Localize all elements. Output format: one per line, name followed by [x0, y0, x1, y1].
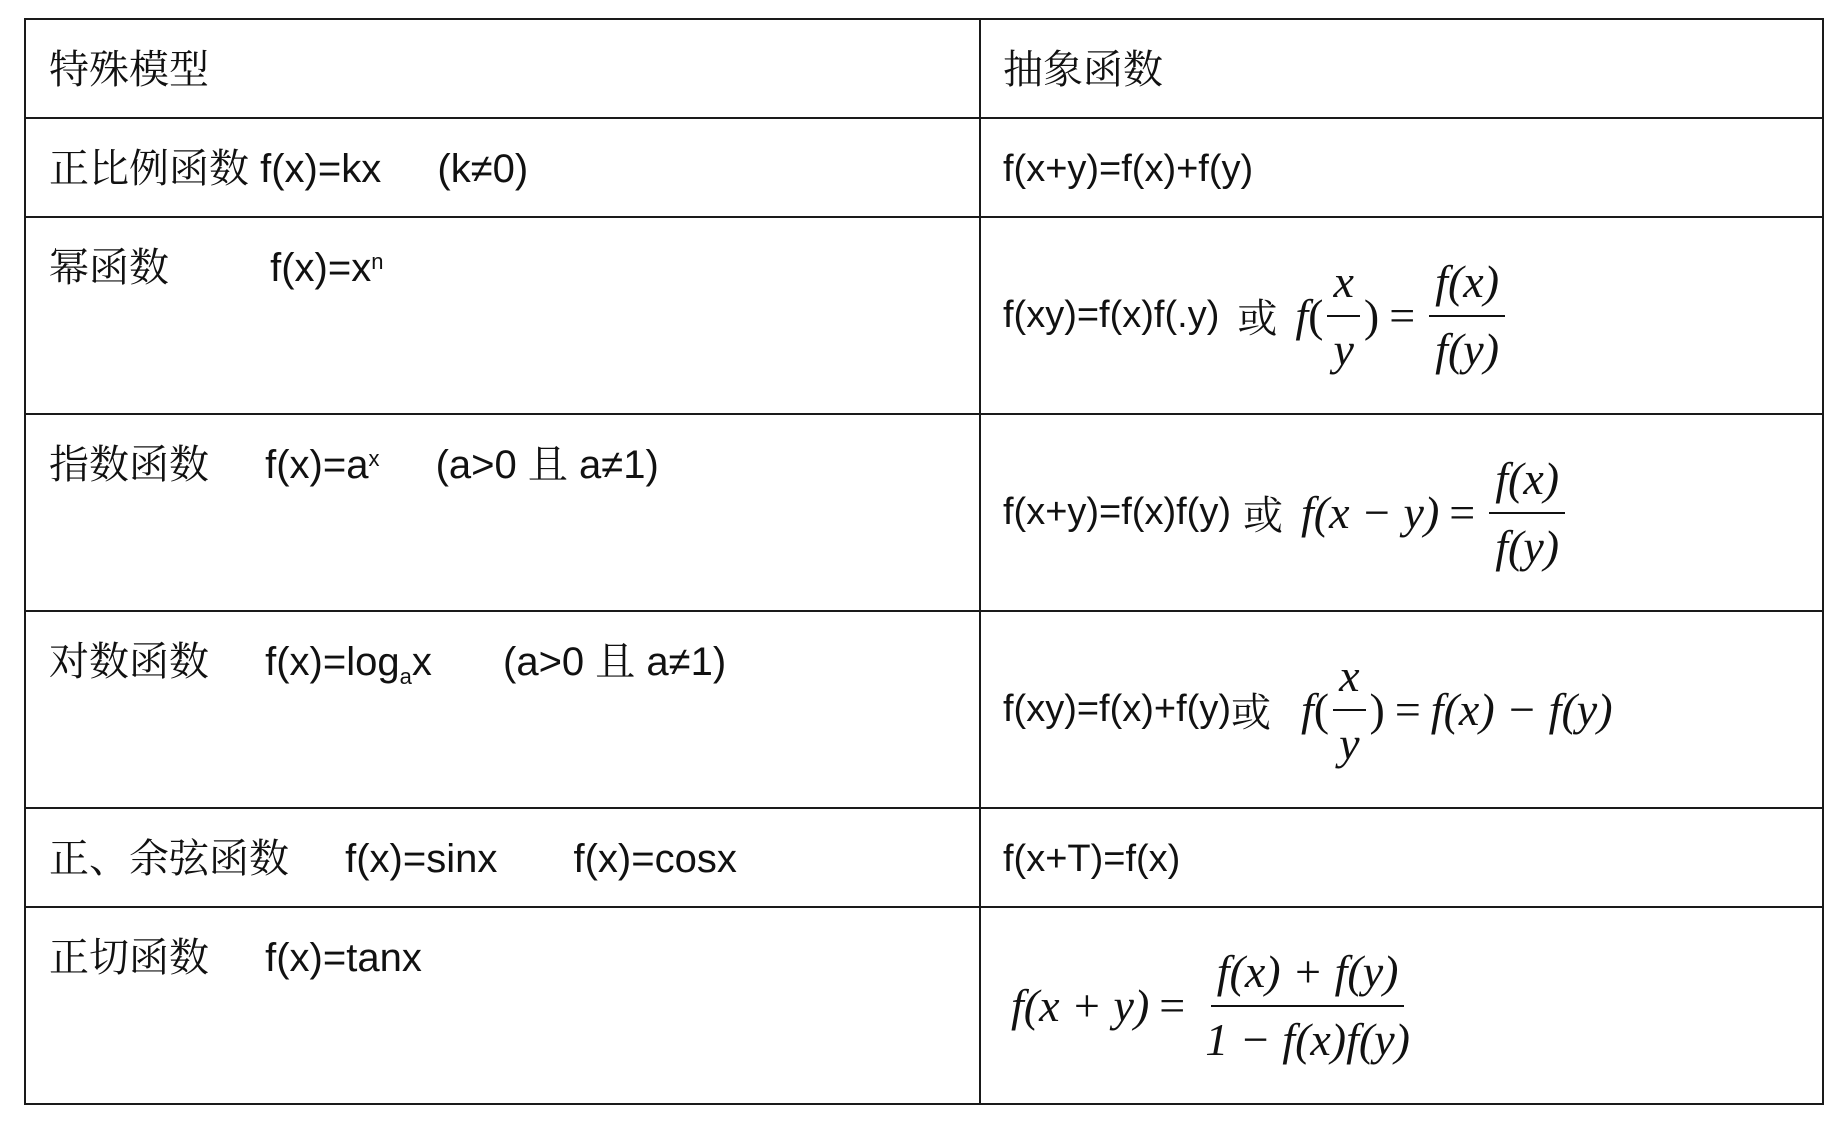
model-formula: f(x)=tanx: [265, 936, 422, 980]
model-formula: $f(x)=\log_ax$: [265, 640, 432, 689]
model-cell-tangent: [25, 907, 980, 1104]
abstract-cell-logarithmic: [980, 611, 1823, 808]
model-condition: (a>0 且 a≠1): [503, 640, 727, 684]
fraction-fx-over-fy: $\frac{f(x)}{f(y)}$: [1429, 253, 1505, 379]
model-cell-exponential: [25, 414, 980, 611]
model-cell-logarithmic: [25, 611, 980, 808]
model-formula: $f(x)=x^n$: [270, 246, 384, 290]
model-cell-power: [25, 217, 980, 414]
fraction-x-over-y: $\frac{x}{y}$: [1327, 253, 1359, 379]
abstract-formula-quotient: f ( $\frac{x}{y}$ ) = $\frac{f(x)}{f(y)}$: [1295, 253, 1509, 379]
table-row: [25, 414, 1823, 611]
abstract-formula: f(x+y)=f(x)f(y): [1003, 491, 1231, 533]
or-label: 或: [1242, 493, 1283, 539]
or-label: 或: [1230, 690, 1271, 736]
table-row: [25, 118, 1823, 217]
fraction-fx-over-fy: $\frac{f(x)}{f(y)}$: [1489, 450, 1565, 576]
table-row: [25, 808, 1823, 907]
abstract-formula-difference: f ( $\frac{x}{y}$ ) = f(x) − f(y): [1301, 647, 1613, 773]
abstract-cell-periodic: [980, 808, 1823, 907]
table-header-row: [25, 19, 1823, 118]
model-formula-cos: f(x)=cosx: [573, 837, 737, 881]
model-formula-sin: f(x)=sinx: [345, 837, 498, 881]
abstract-formula-tangent-sum: f(x + y) = $\frac{f(x) + f(y)}{1 - f(x)f(y)}$: [1011, 943, 1420, 1069]
table-row: [25, 217, 1823, 414]
model-formula: $f(x)=a^x$: [265, 443, 380, 487]
table-row: [25, 611, 1823, 808]
model-condition: (a>0 且 a≠1): [435, 443, 659, 487]
abstract-formula-quotient: f(x − y) = $\frac{f(x)}{f(y)}$: [1301, 450, 1569, 576]
table-row: [25, 907, 1823, 1104]
model-name: 幂函数: [49, 245, 169, 291]
model-name: 正比例函数: [49, 146, 249, 192]
model-name: 正切函数: [49, 935, 209, 981]
fraction-tangent: $\frac{f(x) + f(y)}{1 - f(x)f(y)}$: [1199, 943, 1416, 1069]
model-name: 指数函数: [49, 442, 209, 488]
model-cell-sine-cosine: [25, 808, 980, 907]
header-abstract-function: 抽象函数: [980, 19, 1823, 118]
fraction-x-over-y: $\frac{x}{y}$: [1333, 647, 1365, 773]
abstract-cell-tangent: [980, 907, 1823, 1104]
model-condition: (k≠0): [437, 147, 529, 191]
header-special-model: 特殊模型: [25, 19, 980, 118]
model-name: 对数函数: [49, 639, 209, 685]
model-formula: f(x)=kx: [260, 147, 382, 191]
abstract-cell-exponential: [980, 414, 1823, 611]
abstract-cell-power: [980, 217, 1823, 414]
or-label: 或: [1237, 296, 1278, 342]
abstract-formula: f(xy)=f(x)+f(y): [1003, 688, 1231, 730]
abstract-formula: f(x+y)=f(x)+f(y): [1003, 148, 1254, 190]
abstract-formula: f(x+T)=f(x): [1003, 838, 1181, 880]
abstract-cell-proportional: [980, 118, 1823, 217]
function-model-table: [24, 18, 1824, 1105]
model-name: 正、余弦函数: [49, 836, 289, 882]
model-cell-proportional: [25, 118, 980, 217]
abstract-formula: f(xy)=f(x)f(.y): [1003, 294, 1220, 336]
